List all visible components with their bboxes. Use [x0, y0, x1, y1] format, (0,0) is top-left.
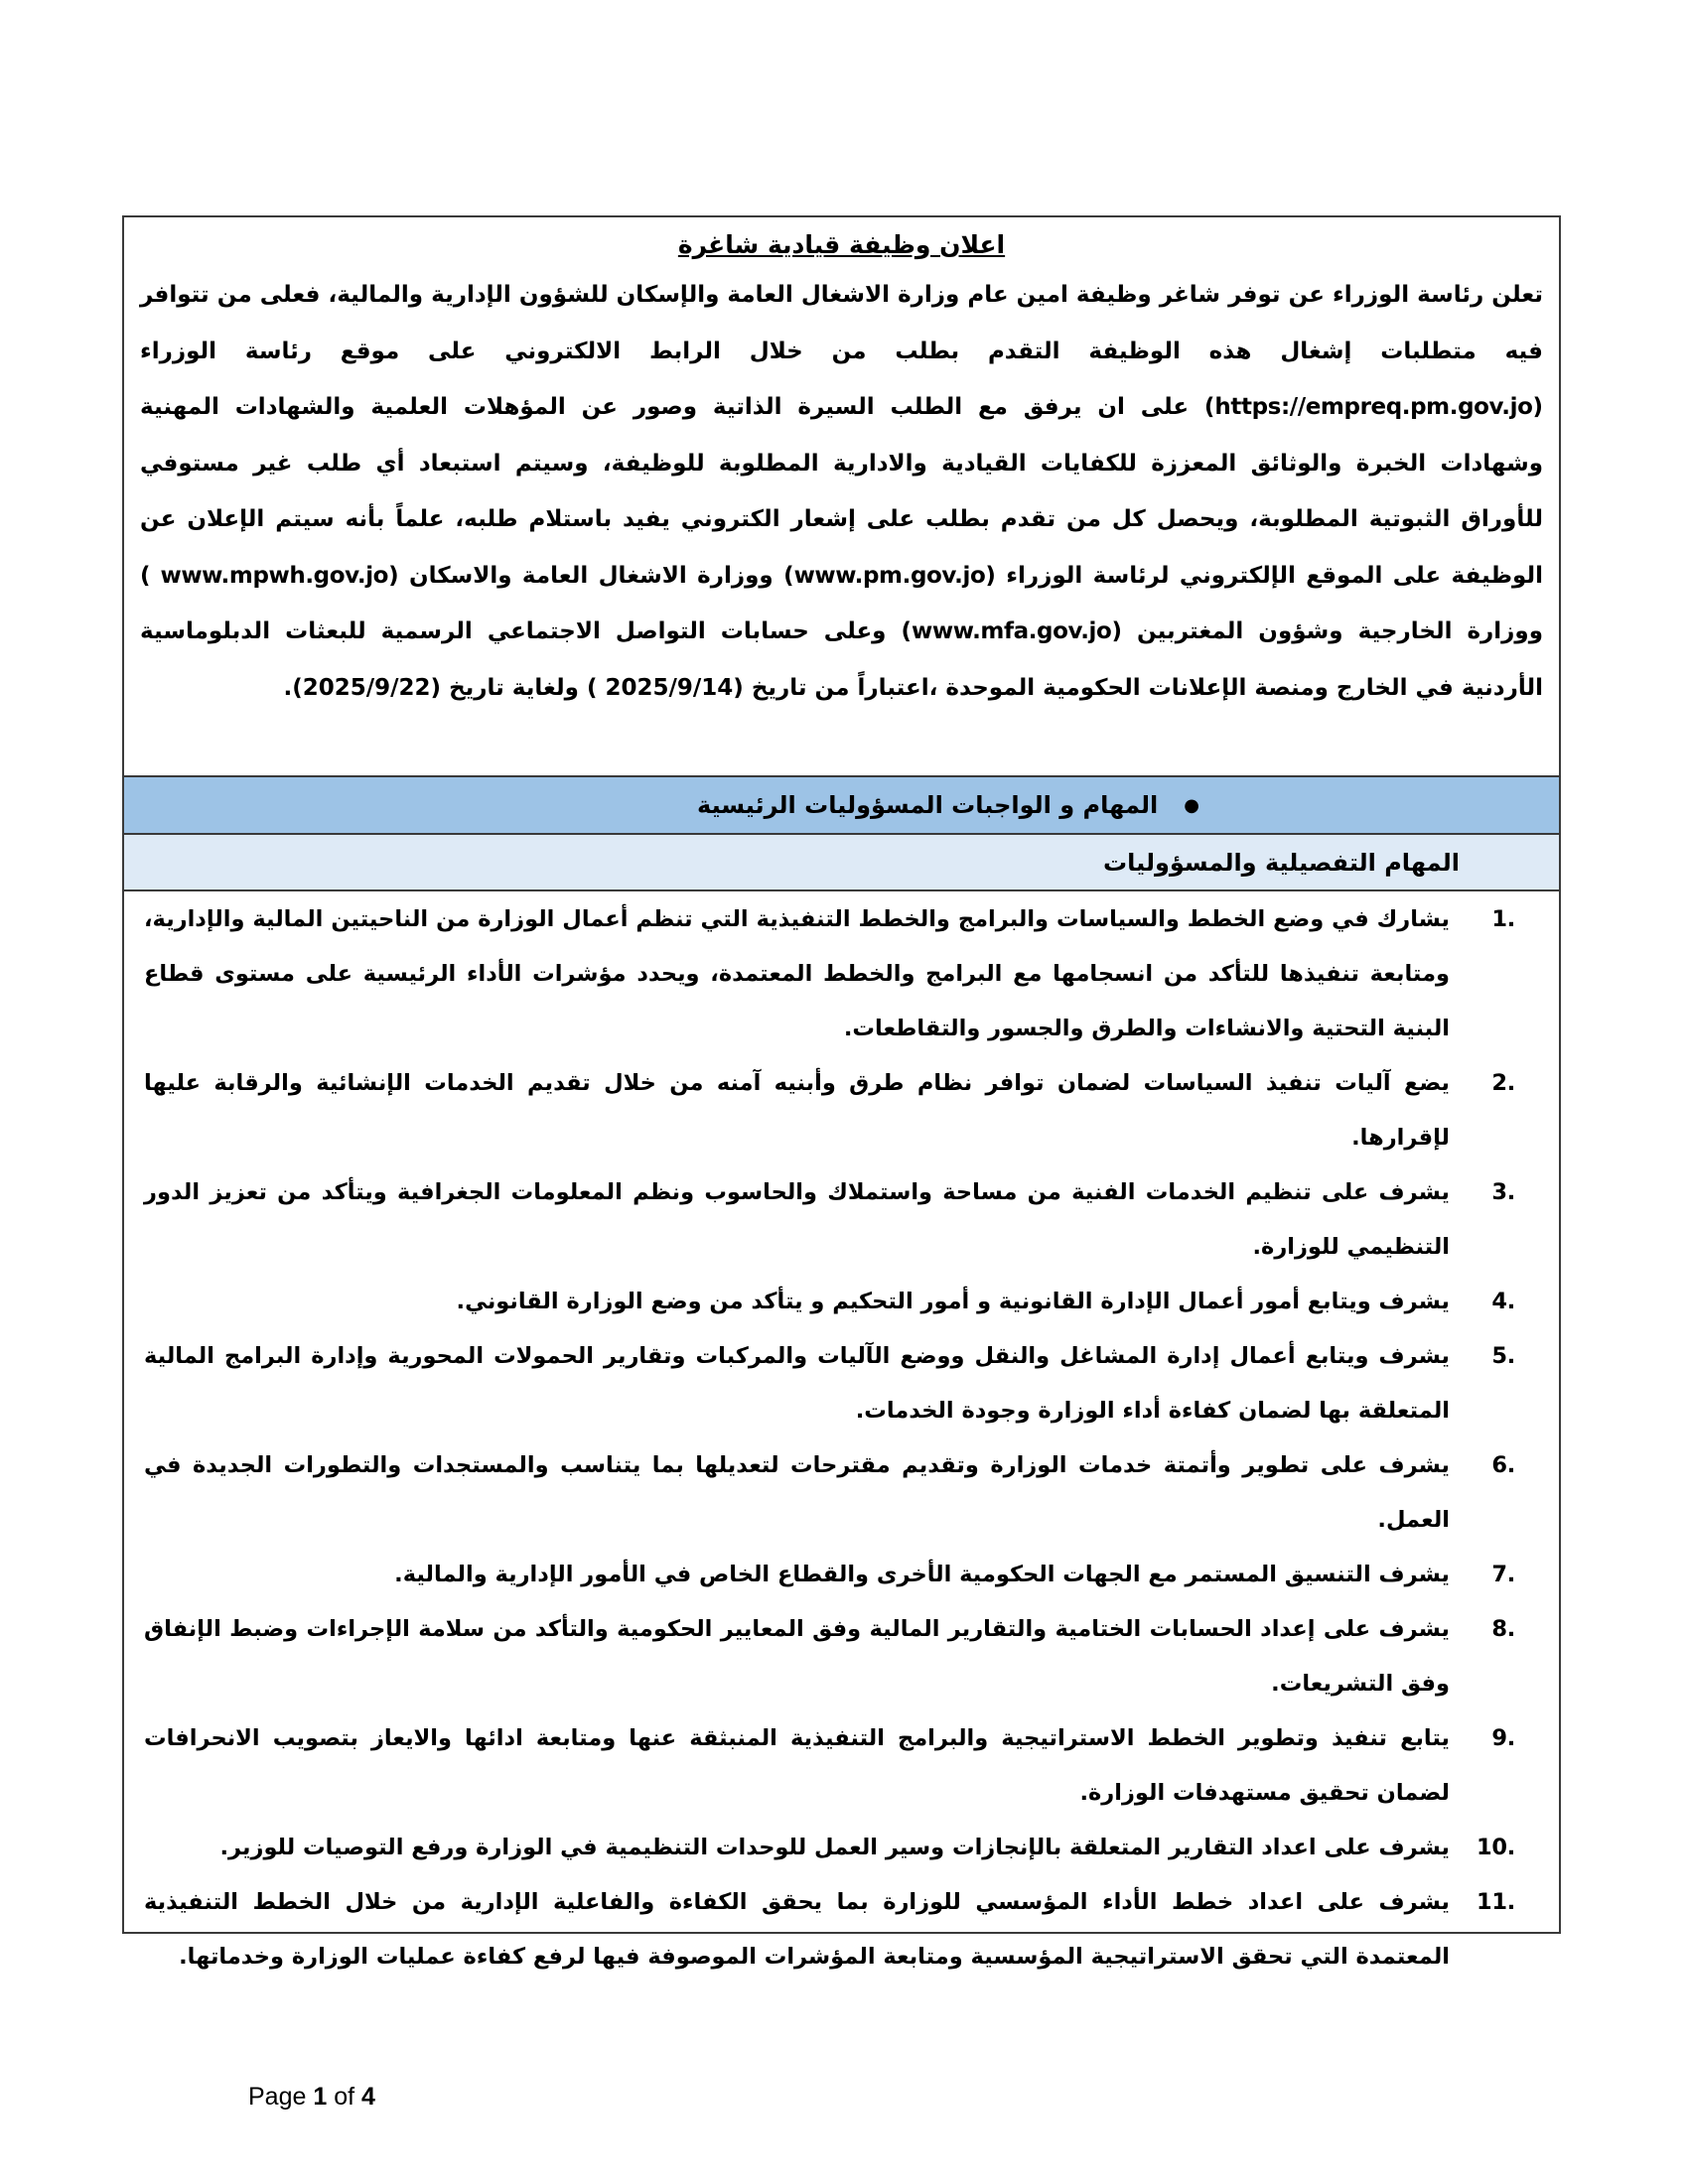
duty-text: يشرف ويتابع أعمال إدارة المشاغل والنقل ووضع الآليات والمركبات وتقارير الحمولات المحورية وإدارة البرامج المالية المتعلقة بها لضمان كفاءة أداء الوزارة وجودة الخدمات. — [144, 1343, 1450, 1424]
duty-text: يشرف ويتابع أمور أعمال الإدارة القانونية و أمور التحكيم و يتأكد من وضع الوزارة القانوني. — [456, 1289, 1450, 1314]
duty-text: يتابع تنفيذ وتطوير الخطط الاستراتيجية والبرامج التنفيذية المنبثقة عنها ومتابعة ادائها والايعاز بتصويب الانحرافات لضمان تحقيق مستهدفات الوزارة. — [144, 1725, 1450, 1806]
intro-cell — [124, 217, 1559, 776]
duty-item — [144, 1821, 1559, 1875]
duty-item — [144, 1165, 1559, 1275]
page-footer — [248, 2083, 375, 2112]
duty-text: يشرف على اعداد التقارير المتعلقة بالإنجازات وسير العمل للوحدات التنظيمية في الوزارة ورفع التوصيات للوزير. — [219, 1835, 1450, 1860]
duty-number: 1. — [1491, 906, 1515, 932]
of-label: of — [334, 2083, 355, 2111]
duties-list — [124, 892, 1559, 1984]
duty-item — [144, 1438, 1559, 1548]
bullet-icon: ● — [1184, 794, 1199, 816]
section-heading-row — [124, 775, 1559, 835]
duty-text: يشرف التنسيق المستمر مع الجهات الحكومية الأخرى والقطاع الخاص في الأمور الإدارية والمالية. — [394, 1562, 1450, 1587]
duty-number: 2. — [1491, 1070, 1515, 1096]
section-heading: المهام و الواجبات المسؤوليات الرئيسية — [697, 791, 1159, 819]
duty-number: 5. — [1491, 1343, 1515, 1369]
duty-item — [144, 1602, 1559, 1711]
subsection-heading-row — [124, 835, 1559, 891]
subsection-heading: المهام التفصيلية والمسؤوليات — [1103, 848, 1460, 877]
duty-item — [144, 1548, 1559, 1602]
duty-number: 8. — [1491, 1616, 1515, 1642]
duty-text: يشرف على إعداد الحسابات الختامية والتقارير المالية وفق المعايير الحكومية والتأكد من سلامة الإجراءات وضبط الإنفاق وفق التشريعات. — [144, 1616, 1450, 1697]
page-label: Page — [248, 2083, 307, 2111]
duty-number: 11. — [1477, 1889, 1515, 1915]
duty-number: 6. — [1491, 1452, 1515, 1478]
duty-item — [144, 1875, 1559, 1984]
duty-number: 4. — [1491, 1289, 1515, 1314]
duty-item — [144, 1329, 1559, 1438]
duty-number: 9. — [1491, 1725, 1515, 1751]
announcement-table — [122, 215, 1561, 1970]
duty-number: 3. — [1491, 1179, 1515, 1205]
duty-item — [144, 892, 1559, 1056]
duty-item — [144, 1056, 1559, 1165]
announcement-title: اعلان وظيفة قيادية شاغرة — [677, 230, 1006, 259]
intro-paragraph: تعلن رئاسة الوزراء عن توفر شاغر وظيفة امين عام وزارة الاشغال العامة والإسكان للشؤون الإدارية والمالية، فعلى من تتوافر فيه متطلبات إشغال هذه الوظيفة التقدم بطلب من خلال الرابط الالكتروني على موقع رئاسة الوزراء (https://empreq.pm.gov.jo) على ان يرفق مع الطلب السيرة الذاتية وصور عن المؤهلات العلمية والشهادات المهنية وشهادات الخبرة والوثائق المعززة للكفايات القيادية والادارية المطلوبة للوظيفة، وسيتم استبعاد أي طلب غير مستوفي للأوراق الثبوتية المطلوبة، ويحصل كل من تقدم بطلب على إشعار الكتروني يفيد باستلام طلبه، علماً بأنه سيتم الإعلان عن الوظيفة على الموقع الإلكتروني لرئاسة الوزراء (www.pm.gov.jo) ووزارة الاشغال العامة والاسكان (www.mpwh.gov.jo ) ووزارة الخارجية وشؤون المغتربين (www.mfa.gov.jo) وعلى حسابات التواصل الاجتماعي الرسمية للبعثات الدبلوماسية الأردنية في الخارج ومنصة الإعلانات الحكومية الموحدة ،اعتباراً من تاريخ (2025/9/14 ) ولغاية تاريخ (2025/9/22). — [140, 282, 1543, 701]
total-pages-number: 4 — [361, 2083, 375, 2111]
duty-item — [144, 1275, 1559, 1329]
duty-text: يضع آليات تنفيذ السياسات لضمان توافر نظام طرق وأبنيه آمنه من خلال تقديم الخدمات الإنشائية والرقابة عليها لإقرارها. — [144, 1070, 1450, 1151]
duty-text: يشرف على تنظيم الخدمات الفنية من مساحة واستملاك والحاسوب ونظم المعلومات الجغرافية ويتأكد من تعزيز الدور التنظيمي للوزارة. — [144, 1179, 1450, 1260]
duty-text: يشرف على اعداد خطط الأداء المؤسسي للوزارة بما يحقق الكفاءة والفاعلية الإدارية من خلال الخطط التنفيذية المعتمدة التي تحقق الاستراتيجية المؤسسية ومتابعة المؤشرات الموصوفة فيها لرفع كفاءة عمليات الوزارة وخدماتها. — [144, 1889, 1450, 1970]
duty-item — [144, 1711, 1559, 1821]
duty-text: يشرف على تطوير وأتمتة خدمات الوزارة وتقديم مقترحات لتعديلها بما يتناسب والمستجدات والتطورات الجديدة في العمل. — [144, 1452, 1450, 1533]
duty-number: 10. — [1477, 1835, 1515, 1860]
duty-number: 7. — [1491, 1562, 1515, 1587]
current-page-number: 1 — [313, 2083, 328, 2111]
duty-text: يشارك في وضع الخطط والسياسات والبرامج والخطط التنفيذية التي تنظم أعمال الوزارة من الناحيتين المالية والإدارية، ومتابعة تنفيذها للتأكد من انسجامها مع البرامج والخطط المعتمدة، ويحدد مؤشرات الأداء الرئيسية على مستوى قطاع البنية التحتية والانشاءات والطرق والجسور والتقاطعات. — [144, 906, 1450, 1041]
